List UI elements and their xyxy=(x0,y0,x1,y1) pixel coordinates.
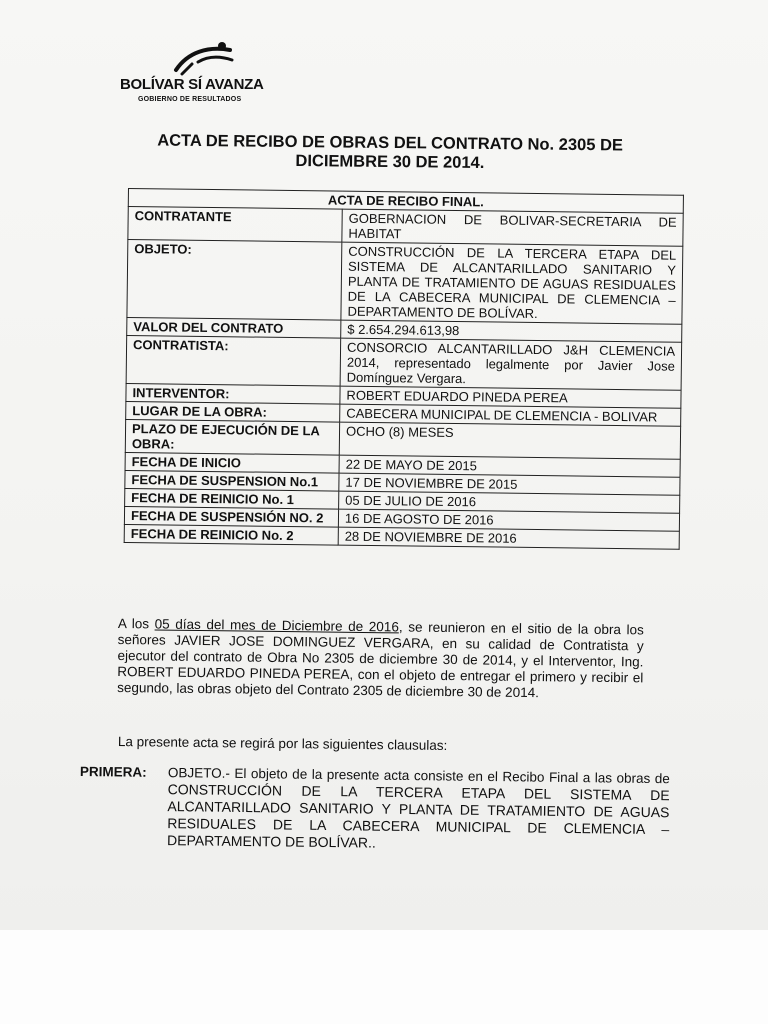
row-value: 05 DE JULIO DE 2016 xyxy=(339,491,680,513)
row-value: OCHO (8) MESES xyxy=(339,422,680,459)
table-row xyxy=(126,335,682,390)
row-label: VALOR DEL CONTRATO xyxy=(127,317,341,338)
paragraph-date: 05 días del mes de Diciembre de 2016 xyxy=(154,616,399,635)
row-label: LUGAR DE LA OBRA: xyxy=(126,401,340,422)
row-label: INTERVENTOR: xyxy=(126,383,340,404)
row-label: FECHA DE INICIO xyxy=(125,452,339,473)
row-value: CONSTRUCCIÓN DE LA TERCERA ETAPA DEL SISTEMA DE ALCANTARILLADO SANITARIO Y PLANTA DE TRATAMIENTO DE AGUAS RESIDUALES DE LA CABECERA MUNICIPAL DE CLEMENCIA – DEPARTAMENTO DE BOLÍVAR. xyxy=(341,242,683,324)
row-value: ROBERT EDUARDO PINEDA PEREA xyxy=(340,386,681,408)
row-label: CONTRATISTA: xyxy=(126,335,341,386)
logo-sub-text: GOBIERNO DE RESULTADOS xyxy=(138,96,242,103)
row-value: 16 DE AGOSTO DE 2016 xyxy=(338,509,679,531)
paragraph-rest: , se reunieron en el sitio de la obra los señores JAVIER JOSE DOMINGUEZ VERGARA, en su calidad de Contratista y ejecutor del contrato de Obra No 2305 de diciembre 30 de 2014, y el Interventor, Ing. ROBERT EDUARDO PINEDA PEREA, con el objeto de entregar el primero y recibir el segundo, las obras objeto del Contrato 2305 de diciembre 30 de 2014. xyxy=(117,619,644,701)
row-value: $ 2.654.294.613,98 xyxy=(341,320,682,342)
row-label: CONTRATANTE xyxy=(128,207,342,243)
clauses-intro: La presente acta se regirá por las siguientes clausulas: xyxy=(117,734,448,754)
clause-lead: OBJETO.- El objeto de la presente acta consiste en el Recibo Final a las obras de xyxy=(167,765,670,787)
row-label: PLAZO DE EJECUCIÓN DE LA OBRA: xyxy=(125,419,339,455)
row-label: OBJETO: xyxy=(127,240,342,321)
row-value: CONSORCIO ALCANTARILLADO J&H CLEMENCIA 2014, representado legalmente por Javier Jose Domínguez Vergara. xyxy=(340,338,682,390)
table-header: ACTA DE RECIBO FINAL. xyxy=(128,189,683,214)
row-label: FECHA DE SUSPENSIÓN NO. 2 xyxy=(124,506,338,527)
row-value: 28 DE NOVIEMBRE DE 2016 xyxy=(338,527,679,549)
row-value: 22 DE MAYO DE 2015 xyxy=(339,455,680,477)
clause-primera xyxy=(79,764,670,855)
row-label: FECHA DE SUSPENSION No.1 xyxy=(125,470,339,491)
page-bottom-margin xyxy=(0,930,768,1024)
table-row xyxy=(127,240,683,325)
row-value: CABECERA MUNICIPAL DE CLEMENCIA - BOLIVAR xyxy=(340,404,681,426)
logo-figure-icon xyxy=(168,40,248,76)
document-title: ACTA DE RECIBO DE OBRAS DEL CONTRATO No. 2305 DE DICIEMBRE 30 DE 2014. xyxy=(157,131,624,172)
row-value: 17 DE NOVIEMBRE DE 2015 xyxy=(339,473,680,495)
intro-paragraph xyxy=(117,616,644,702)
row-value: GOBERNACION DE BOLIVAR-SECRETARIA DE HABITAT xyxy=(342,209,683,246)
logo xyxy=(118,40,288,110)
row-label: FECHA DE REINICIO No. 1 xyxy=(125,488,339,509)
clause-label: PRIMERA: xyxy=(79,764,147,780)
paragraph-prefix: A los xyxy=(117,616,150,632)
row-label: FECHA DE REINICIO No. 2 xyxy=(124,524,338,545)
clause-caps: CONSTRUCCIÓN DE LA TERCERA ETAPA DEL SISTEMA DE ALCANTARILLADO SANITARIO Y PLANTA DE TRATAMIENTO DE AGUAS RESIDUALES DE LA CABECERA MUNICIPAL DE CLEMENCIA –DEPARTAMENTO DE BOLÍVAR.. xyxy=(166,781,670,851)
contract-table xyxy=(124,188,684,550)
logo-main-text: BOLÍVAR SÍ AVANZA xyxy=(120,76,264,93)
